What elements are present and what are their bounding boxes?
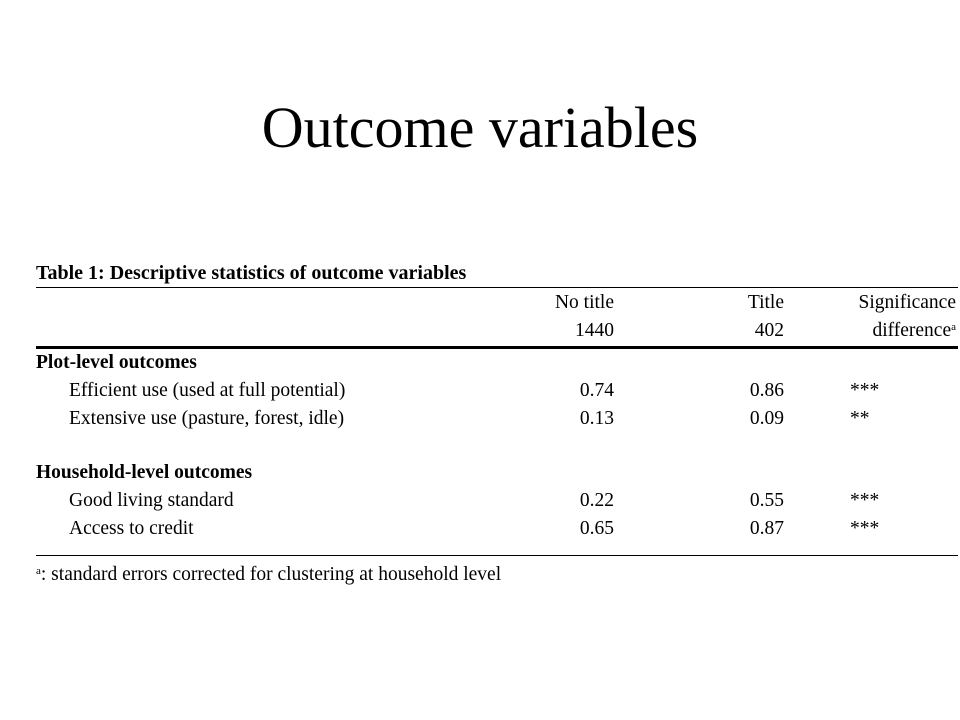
value-no-title: 0.74 (579, 380, 614, 401)
slide-title: Outcome variables (261, 95, 699, 160)
value-significance: ** (850, 408, 870, 429)
section-header-row (36, 349, 958, 377)
col-header-difference (872, 317, 956, 345)
col-header-title: Title (747, 292, 784, 313)
section-header-row (36, 459, 958, 487)
row-label: Access to credit (69, 518, 194, 539)
value-significance: *** (850, 518, 880, 539)
row-label: Extensive use (pasture, forest, idle) (69, 408, 345, 429)
table-row (36, 515, 958, 543)
footnote-marker: a (951, 321, 956, 333)
table-footnote (36, 560, 958, 590)
difference-label: difference (872, 320, 952, 341)
descriptive-statistics-table (36, 259, 958, 590)
value-significance: *** (850, 380, 880, 401)
table-row (36, 405, 958, 433)
section-spacer (36, 433, 958, 459)
section-label-plot: Plot-level outcomes (36, 352, 197, 373)
value-title: 0.09 (749, 408, 784, 429)
table-row (36, 487, 958, 515)
table-row (36, 377, 958, 405)
table-bottom-rule (36, 555, 958, 556)
header-row-counts (36, 317, 958, 349)
value-title: 0.55 (749, 490, 784, 511)
count-no-title: 1440 (575, 320, 614, 341)
col-header-no-title: No title (554, 292, 614, 313)
count-title: 402 (754, 320, 784, 341)
row-label: Efficient use (used at full potential) (69, 380, 346, 401)
row-label: Good living standard (69, 490, 234, 511)
footnote-marker: a (36, 565, 41, 577)
section-label-household: Household-level outcomes (36, 462, 253, 483)
footnote-text: : standard errors corrected for clustering at household level (40, 564, 502, 585)
value-title: 0.86 (749, 380, 784, 401)
value-significance: *** (850, 490, 880, 511)
value-no-title: 0.65 (579, 518, 614, 539)
header-row (36, 289, 958, 317)
value-no-title: 0.13 (579, 408, 614, 429)
value-title: 0.87 (749, 518, 784, 539)
col-header-significance: Significance (858, 292, 956, 313)
value-no-title: 0.22 (579, 490, 614, 511)
table-caption: Table 1: Descriptive statistics of outcome variables (36, 259, 958, 288)
